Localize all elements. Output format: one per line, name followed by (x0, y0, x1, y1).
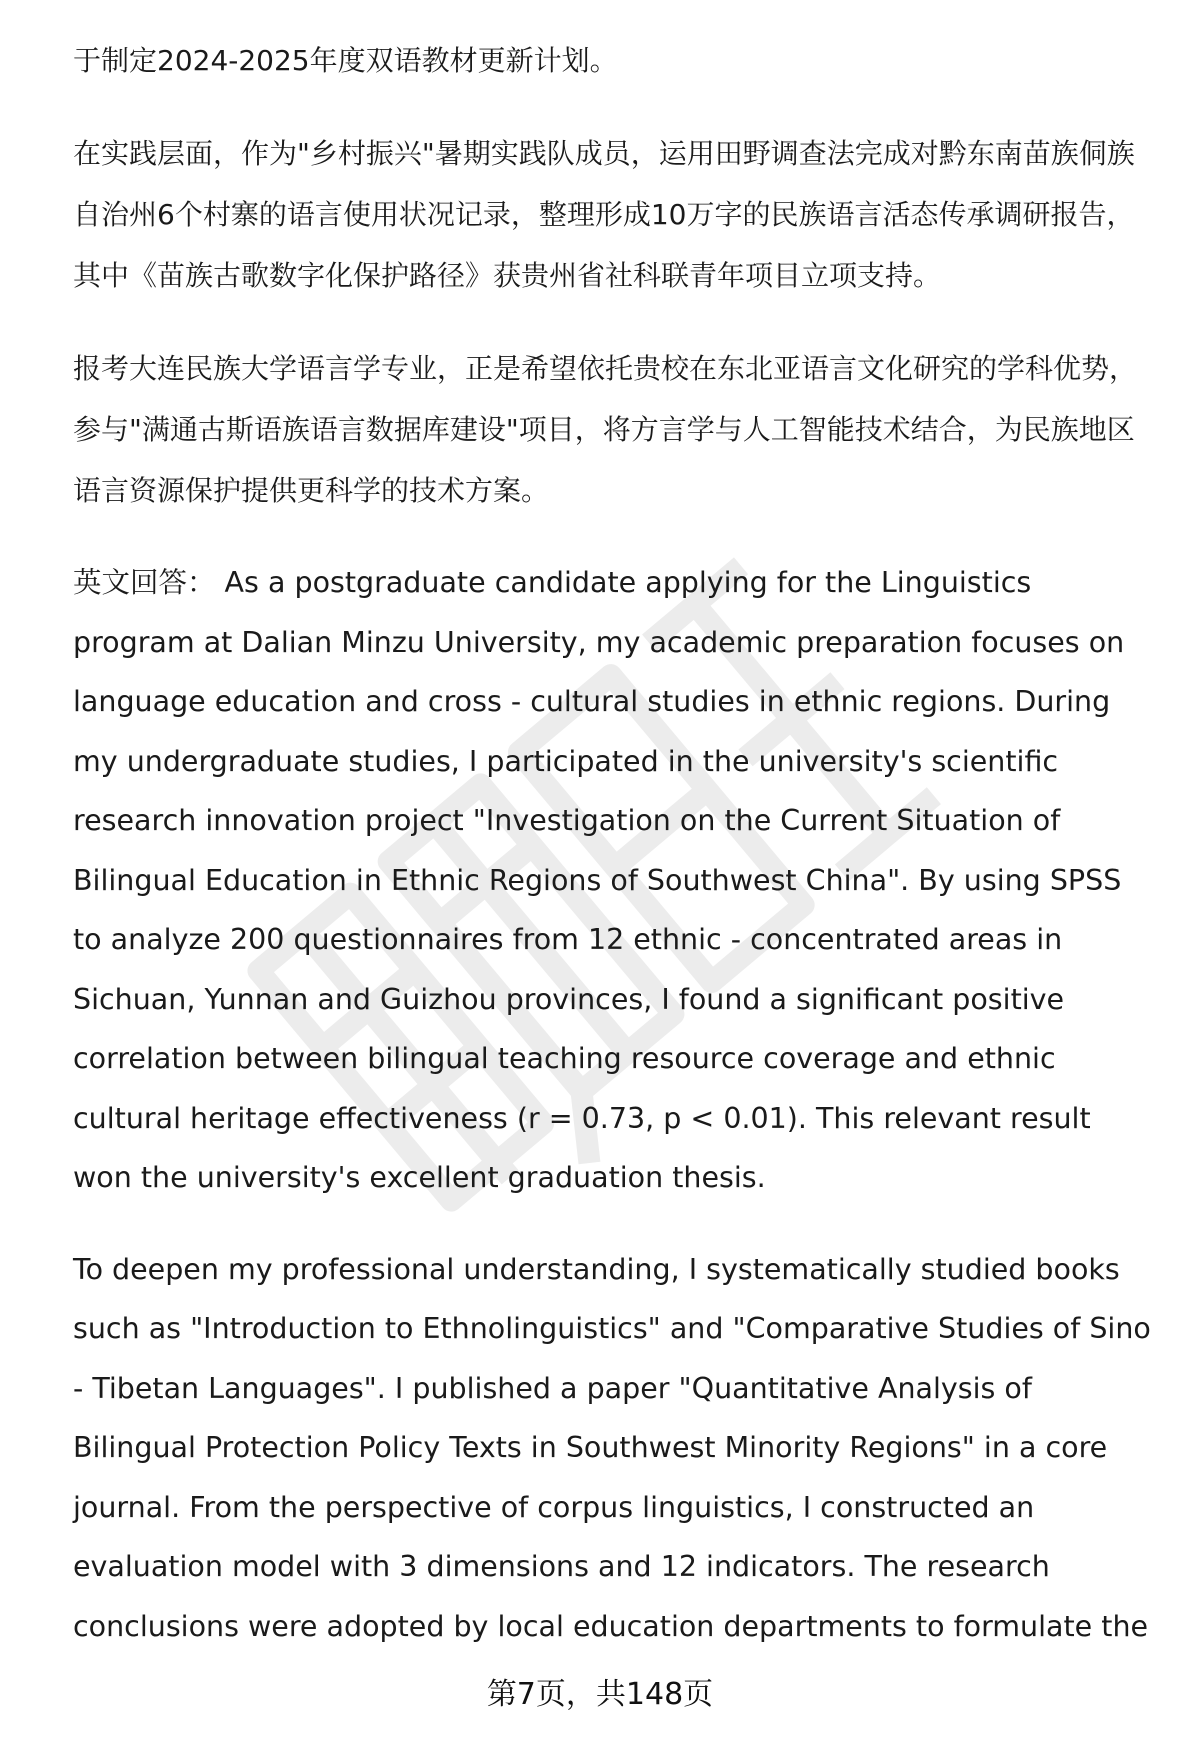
document-body (73, 30, 1153, 1688)
paragraph-practice: 在实践层面，作为"乡村振兴"暑期实践队成员，运用田野调查法完成对黔东南苗族侗族自治州6个村寨的语言使用状况记录，整理形成10万字的民族语言活态传承调研报告，其中《苗族古歌数字化保护路径》获贵州省社科联青年项目立项支持。 (73, 137, 1135, 292)
paragraph-english-research: To deepen my professional understanding, I systematically studied books such as "Introduction to Ethnolinguistics" and "Comparative Studies of Sino - Tibetan Languages". I published a paper "Quantitative Analysis of Bilingual Protection Policy Texts in Southwest Minority Regions" in a core journal. From the perspective of corpus linguistics, I constructed an evaluation model with 3 dimensions and 12 indicators. The research conclusions were adopted by local education departments to formulate the (73, 1252, 1151, 1643)
paragraph-motivation: 报考大连民族大学语言学专业，正是希望依托贵校在东北亚语言文化研究的学科优势，参与"满通古斯语族语言数据库建设"项目，将方言学与人工智能技术结合，为民族地区语言资源保护提供更科学的技术方案。 (73, 352, 1138, 507)
page-number: 第7页，共148页 (486, 1677, 714, 1712)
paragraph-continuation: 于制定2024-2025年度双语教材更新计划。 (73, 44, 618, 77)
paragraph-english-answer: 英文回答： As a postgraduate candidate applying for the Linguistics program at Dalian Minzu University, my academic preparation focuses on language education and cross - cultural studies in ethnic regions. During my undergraduate studies, I participated in the university's scientific research innovation project "Investigation on the Current Situation of Bilingual Education in Ethnic Regions of Southwest China". By using SPSS to analyze 200 questionnaires from 12 ethnic - concentrated areas in Sichuan, Yunnan and Guizhou provinces, I found a significant positive correlation between bilingual teaching resource coverage and ethnic cultural heritage effectiveness (r = 0.73, p < 0.01). This relevant result won the university's excellent graduation thesis. (73, 566, 1125, 1194)
